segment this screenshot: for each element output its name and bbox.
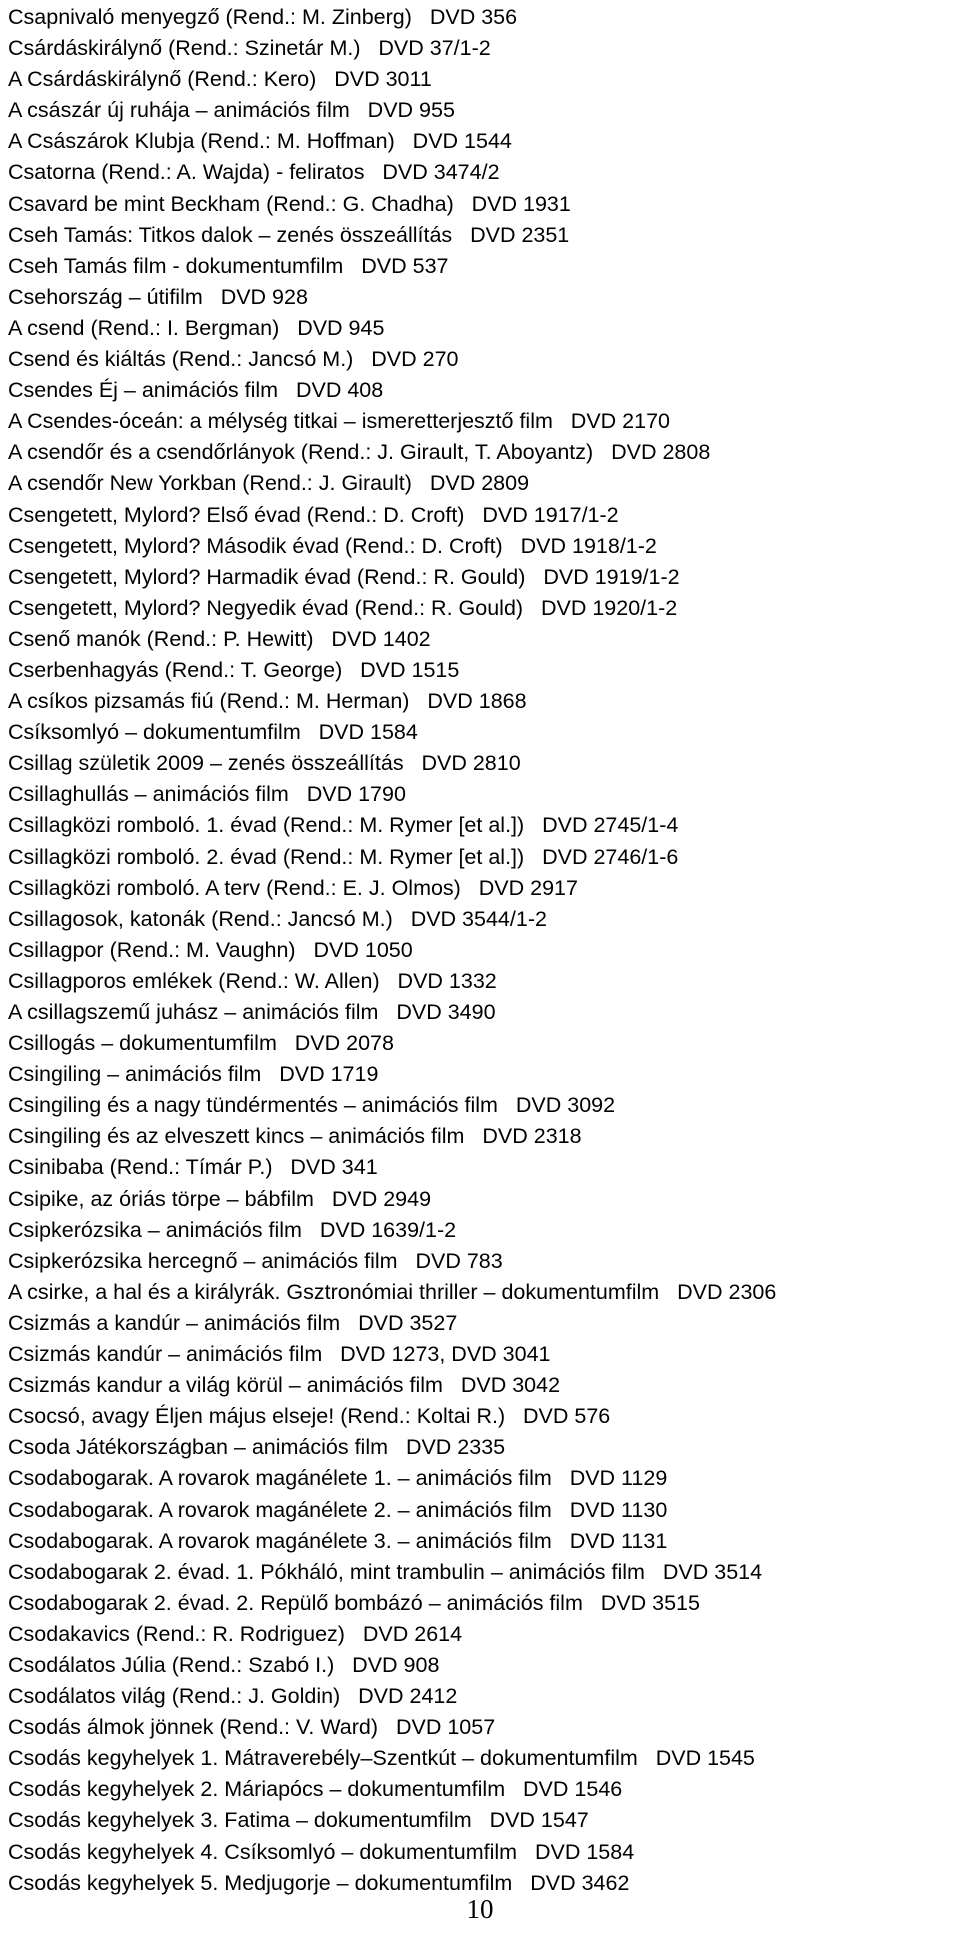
catalog-entry: Csingiling és a nagy tündérmentés – animációs film DVD 3092 bbox=[8, 1093, 616, 1118]
catalog-entry: Csatorna (Rend.: A. Wajda) - feliratos DVD 3474/2 bbox=[8, 160, 500, 185]
catalog-entry: Csillagporos emlékek (Rend.: W. Allen) DVD 1332 bbox=[8, 968, 497, 993]
dvd-catalog-list bbox=[8, 2, 958, 1899]
catalog-entry: Csodabogarak. A rovarok magánélete 1. – animációs film DVD 1129 bbox=[8, 1466, 668, 1491]
catalog-entry: Csillagosok, katonák (Rend.: Jancsó M.) DVD 3544/1-2 bbox=[8, 906, 547, 931]
catalog-entry: Csapnivaló menyegző (Rend.: M. Zinberg) DVD 356 bbox=[8, 5, 518, 29]
catalog-entry: Csendes Éj – animációs film DVD 408 bbox=[8, 378, 384, 403]
catalog-entry: Csipike, az óriás törpe – bábfilm DVD 2949 bbox=[8, 1186, 432, 1211]
catalog-entry: A csillagszemű juhász – animációs film DVD 3490 bbox=[8, 1000, 496, 1024]
catalog-entry: Csodabogarak 2. évad. 1. Pókháló, mint trambulin – animációs film DVD 3514 bbox=[8, 1559, 763, 1584]
catalog-entry: Csillogás – dokumentumfilm DVD 2078 bbox=[8, 1031, 394, 1056]
catalog-entry: Csizmás kandúr – animációs film DVD 1273, DVD 3041 bbox=[8, 1342, 551, 1367]
catalog-entry: Csíksomlyó – dokumentumfilm DVD 1584 bbox=[8, 720, 418, 745]
catalog-entry: Csillagközi romboló. A terv (Rend.: E. J. Olmos) DVD 2917 bbox=[8, 875, 578, 900]
catalog-entry: Csodakavics (Rend.: R. Rodriguez) DVD 2614 bbox=[8, 1621, 463, 1646]
catalog-entry: A Csárdáskirálynő (Rend.: Kero) DVD 3011 bbox=[8, 67, 432, 92]
catalog-entry: Csengetett, Mylord? Harmadik évad (Rend.: R. Gould) DVD 1919/1-2 bbox=[8, 564, 680, 589]
catalog-entry: A Császárok Klubja (Rend.: M. Hoffman) DVD 1544 bbox=[8, 129, 512, 154]
catalog-entry: Csend és kiáltás (Rend.: Jancsó M.) DVD 270 bbox=[8, 347, 459, 372]
catalog-entry: Csodálatos Júlia (Rend.: Szabó I.) DVD 908 bbox=[8, 1652, 440, 1677]
catalog-entry: Csodás kegyhelyek 1. Mátraverebély–Szentkút – dokumentumfilm DVD 1545 bbox=[8, 1746, 755, 1771]
catalog-entry: Csengetett, Mylord? Negyedik évad (Rend.: R. Gould) DVD 1920/1-2 bbox=[8, 595, 678, 620]
catalog-entry: Csizmás a kandúr – animációs film DVD 3527 bbox=[8, 1310, 458, 1335]
catalog-entry: Csinibaba (Rend.: Tímár P.) DVD 341 bbox=[8, 1155, 378, 1180]
catalog-entry: Csillaghullás – animációs film DVD 1790 bbox=[8, 782, 406, 807]
catalog-entry: Cserbenhagyás (Rend.: T. George) DVD 1515 bbox=[8, 657, 460, 682]
catalog-entry: Csillagközi romboló. 2. évad (Rend.: M. Rymer [et al.]) DVD 2746/1-6 bbox=[8, 844, 679, 869]
catalog-entry: Csárdáskirálynő (Rend.: Szinetár M.) DVD 37/1-2 bbox=[8, 36, 491, 61]
catalog-entry: Cseh Tamás film - dokumentumfilm DVD 537 bbox=[8, 253, 449, 278]
catalog-entry: Csizmás kandur a világ körül – animációs film DVD 3042 bbox=[8, 1373, 561, 1398]
catalog-entry: Csengetett, Mylord? Első évad (Rend.: D. Croft) DVD 1917/1-2 bbox=[8, 502, 619, 527]
catalog-entry: Csodás kegyhelyek 3. Fatima – dokumentumfilm DVD 1547 bbox=[8, 1808, 589, 1833]
catalog-entry: Csoda Játékországban – animációs film DVD 2335 bbox=[8, 1435, 506, 1460]
catalog-entry: A csirke, a hal és a királyrák. Gsztronómiai thriller – dokumentumfilm DVD 2306 bbox=[8, 1279, 777, 1304]
catalog-entry: Csillagpor (Rend.: M. Vaughn) DVD 1050 bbox=[8, 937, 413, 962]
catalog-entry: Csodás kegyhelyek 2. Máriapócs – dokumentumfilm DVD 1546 bbox=[8, 1777, 623, 1802]
catalog-entry: Csocsó, avagy Éljen május elseje! (Rend.: Koltai R.) DVD 576 bbox=[8, 1404, 611, 1429]
catalog-entry: Csillag születik 2009 – zenés összeállítás DVD 2810 bbox=[8, 751, 521, 776]
catalog-entry: A császár új ruhája – animációs film DVD 955 bbox=[8, 98, 455, 123]
catalog-entry: A csendőr és a csendőrlányok (Rend.: J. Girault, T. Aboyantz) DVD 2808 bbox=[8, 440, 711, 465]
catalog-entry: Csingiling – animációs film DVD 1719 bbox=[8, 1062, 379, 1087]
catalog-entry: Csavard be mint Beckham (Rend.: G. Chadha) DVD 1931 bbox=[8, 191, 571, 216]
catalog-entry: A csend (Rend.: I. Bergman) DVD 945 bbox=[8, 315, 385, 340]
catalog-entry: Csodabogarak. A rovarok magánélete 3. – animációs film DVD 1131 bbox=[8, 1528, 668, 1553]
catalog-entry: Csodás kegyhelyek 5. Medjugorje – dokumentumfilm DVD 3462 bbox=[8, 1870, 630, 1895]
catalog-entry: A Csendes-óceán: a mélység titkai – ismeretterjesztő film DVD 2170 bbox=[8, 409, 671, 434]
catalog-entry: Csodabogarak 2. évad. 2. Repülő bombázó – animációs film DVD 3515 bbox=[8, 1590, 700, 1615]
catalog-entry: Csingiling és az elveszett kincs – animációs film DVD 2318 bbox=[8, 1124, 582, 1149]
catalog-entry: Cseh Tamás: Titkos dalok – zenés összeállítás DVD 2351 bbox=[8, 222, 570, 247]
catalog-entry: Csillagközi romboló. 1. évad (Rend.: M. Rymer [et al.]) DVD 2745/1-4 bbox=[8, 813, 679, 838]
catalog-entry: Csodálatos világ (Rend.: J. Goldin) DVD 2412 bbox=[8, 1684, 458, 1709]
catalog-entry: Csodás kegyhelyek 4. Csíksomlyó – dokumentumfilm DVD 1584 bbox=[8, 1839, 635, 1864]
catalog-entry: A csendőr New Yorkban (Rend.: J. Girault) DVD 2809 bbox=[8, 471, 530, 496]
catalog-entry: Csipkerózsika – animációs film DVD 1639/1-2 bbox=[8, 1217, 457, 1242]
catalog-entry: Csodabogarak. A rovarok magánélete 2. – animációs film DVD 1130 bbox=[8, 1497, 668, 1522]
page-number: 10 bbox=[466, 1894, 494, 1924]
catalog-entry: Csenő manók (Rend.: P. Hewitt) DVD 1402 bbox=[8, 626, 431, 651]
catalog-entry: Csehország – útifilm DVD 928 bbox=[8, 284, 308, 309]
catalog-entry: Csodás álmok jönnek (Rend.: V. Ward) DVD 1057 bbox=[8, 1715, 496, 1740]
catalog-entry: Csengetett, Mylord? Második évad (Rend.: D. Croft) DVD 1918/1-2 bbox=[8, 533, 657, 558]
catalog-entry: Csipkerózsika hercegnő – animációs film DVD 783 bbox=[8, 1248, 503, 1273]
catalog-entry: A csíkos pizsamás fiú (Rend.: M. Herman) DVD 1868 bbox=[8, 689, 527, 714]
